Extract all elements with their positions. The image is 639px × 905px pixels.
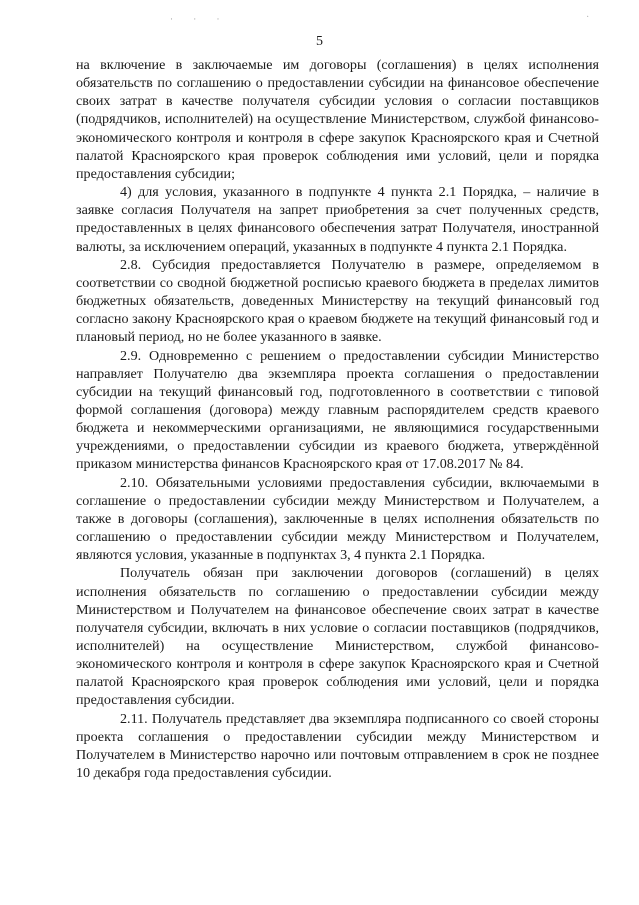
paragraph-recipient-obligation: Получатель обязан при заключении договоров (соглашений) в целях исполнения обязательств по соглашению о предоставлении субсидии между Министерством и Получателем на финансовое обеспечение своих затрат в качестве получателя субсидии, включать в них условие о согласии поставщиков (подрядчиков, исполнителей) на осуществление Министерством, службой финансово-экономического контроля и контроля в сфере закупок Красноярского края и Счетной палатой Красноярского края проверок соблюдения ими условий, цели и порядка предоставления субсидии. xyxy=(76,565,599,709)
paragraph-2-9: 2.9. Одновременно с решением о предоставлении субсидии Министерство направляет Получателю два экземпляра проекта соглашения о предоставлении субсидии на текущий финансовый год, подготовленного в соответствии с типовой формой соглашения (договора) между главным распорядителем средств краевого бюджета и некоммерческими организациями, не являющимися государственными учреждениями, о предоставлении субсидии из краевого бюджета, утверждённой приказом министерства финансов Красноярского края от 17.08.2017 № 84. xyxy=(76,347,599,473)
paragraph-2-11: 2.11. Получатель представляет два экземпляра подписанного со своей стороны проекта соглашения о предоставлении субсидии между Министерством и Получателем в Министерство нарочно или почтовым отправлением в срок не позднее 10 декабря года предоставления субсидии. xyxy=(76,710,599,782)
scan-artifact: · xyxy=(586,12,590,23)
paragraph-continuation: на включение в заключаемые им договоры (соглашения) в целях исполнения обязательств по соглашению о предоставлении субсидии на финансовое обеспечение своих затрат в качестве получателя субсидии условия о согласии поставщиков (подрядчиков, исполнителей) на осуществление Министерством, службой финансово-экономического контроля и контроля в сфере закупок Красноярского края и Счетной палатой Красноярского края проверок соблюдения ими условий, цели и порядка предоставления субсидии; xyxy=(76,57,599,182)
paragraph-item-4: 4) для условия, указанного в подпункте 4 пункта 2.1 Порядка, – наличие в заявке согласия Получателя на запрет приобретения за счет полученных средств, предоставленных в целях финансового обеспечения затрат Получателя, иностранной валюты, за исключением операций, указанных в подпункте 4 пункта 2.1 Порядка. xyxy=(76,184,599,255)
paragraph-2-10: 2.10. Обязательными условиями предоставления субсидии, включаемыми в соглашение о предоставлении субсидии между Министерством и Получателем, а также в договоры (соглашения), заключенные в целях исполнения обязательств по соглашению о предоставлении субсидии между Министерством и Получателем, являются условия, указанные в подпунктах 3, 4 пункта 2.1 Порядка. xyxy=(76,474,599,564)
paragraph-2-8: 2.8. Субсидия предоставляется Получателю в размере, определяемом в соответствии со сводной бюджетной росписью краевого бюджета в пределах лимитов бюджетных обязательств, доведенных Министерству на текущий финансовый год согласно закону Красноярского края о краевом бюджете на текущий финансовый год и плановый период, но не более указанного в заявке. xyxy=(76,256,599,346)
scan-artifact: · · · xyxy=(170,14,229,24)
page-number: 5 xyxy=(316,34,323,49)
document-body xyxy=(76,56,599,782)
